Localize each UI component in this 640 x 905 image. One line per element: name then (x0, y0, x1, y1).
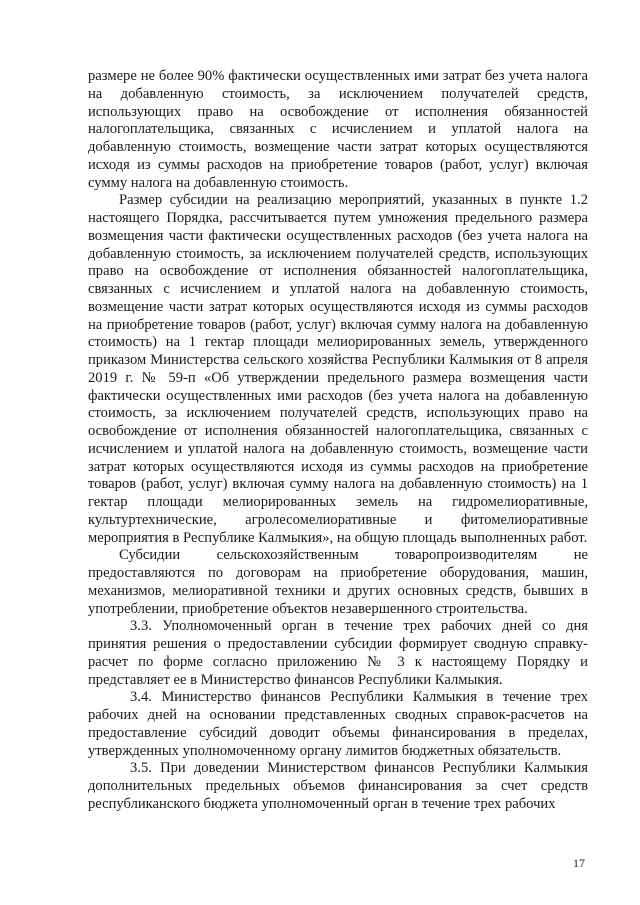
paragraph-clause-3-3: 3.3. Уполномоченный орган в течение трех рабочих дней со дня принятия решения о предоставлении субсидии формирует сводную справку-расчет по форме согласно приложению № 3 к настоящему Порядку и представляет ее в Министерство финансов Республики Калмыкия. (88, 618, 588, 688)
paragraph-clause-3-5: 3.5. При доведении Министерством финансов Республики Калмыкия дополнительных предельных объемов финансирования за счет средств республиканского бюджета уполномоченный орган в течение трех рабочих (88, 760, 588, 812)
document-page (88, 68, 588, 814)
paragraph-subsidy-amount-calculation: Размер субсидии на реализацию мероприятий, указанных в пункте 1.2 настоящего Порядка, рассчитывается путем умножения предельного размера возмещения части фактически осуществленных расходов (без учета налога на добавленную стоимость, за исключением получателей средств, использующих право на освобождение от исполнения обязанностей налогоплательщика, связанных с исчислением и уплатой налога на добавленную стоимость, возмещение части затрат которых осуществляются исходя из суммы расходов на приобретение товаров (работ, услуг) включая сумму налога на добавленную стоимость) на 1 гектар площади мелиорированных земель, утвержденного приказом Министерства сельского хозяйства Республики Калмыкия от 8 апреля 2019 г. № 59-п «Об утверждении предельного размера возмещения части фактически осуществленных ими расходов (без учета налога на добавленную стоимость, за исключением получателей средств, использующих право на освобождение от исполнения обязанностей налогоплательщика, связанных с исчислением и уплатой налога на добавленную стоимость, возмещение части затрат которых осуществляются исходя из суммы расходов на приобретение товаров (работ, услуг) включая сумму налога на добавленную стоимость) на 1 гектар площади мелиорированных земель на гидромелиоративные, культуртехнические, агролесомелиоративные и фитомелиоративные мероприятия в Республике Калмыкия», на общую площадь выполненных работ. (88, 192, 588, 546)
page-number: 17 (573, 856, 585, 870)
paragraph-subsidy-exclusions: Субсидии сельскохозяйственным товаропроизводителям не предоставляются по договорам на приобретение оборудования, машин, механизмов, мелиоративной техники и других основных средств, бывших в употреблении, приобретение объектов незавершенного строительства. (88, 547, 588, 617)
paragraph-vat-reimbursement-limit: размере не более 90% фактически осуществленных ими затрат без учета налога на добавленную стоимость, за исключением получателей средств, использующих право на освобождение от исполнения обязанностей налогоплательщика, связанных с исчислением и уплатой налога на добавленную стоимость, возмещение части затрат которых осуществляются исходя из суммы расходов на приобретение товаров (работ, услуг) включая сумму налога на добавленную стоимость. (88, 68, 588, 191)
paragraph-clause-3-4: 3.4. Министерство финансов Республики Калмыкия в течение трех рабочих дней на основании представленных сводных справок-расчетов на предоставление субсидий доводит объемы финансирования в пределах, утвержденных уполномоченному органу лимитов бюджетных обязательств. (88, 689, 588, 759)
